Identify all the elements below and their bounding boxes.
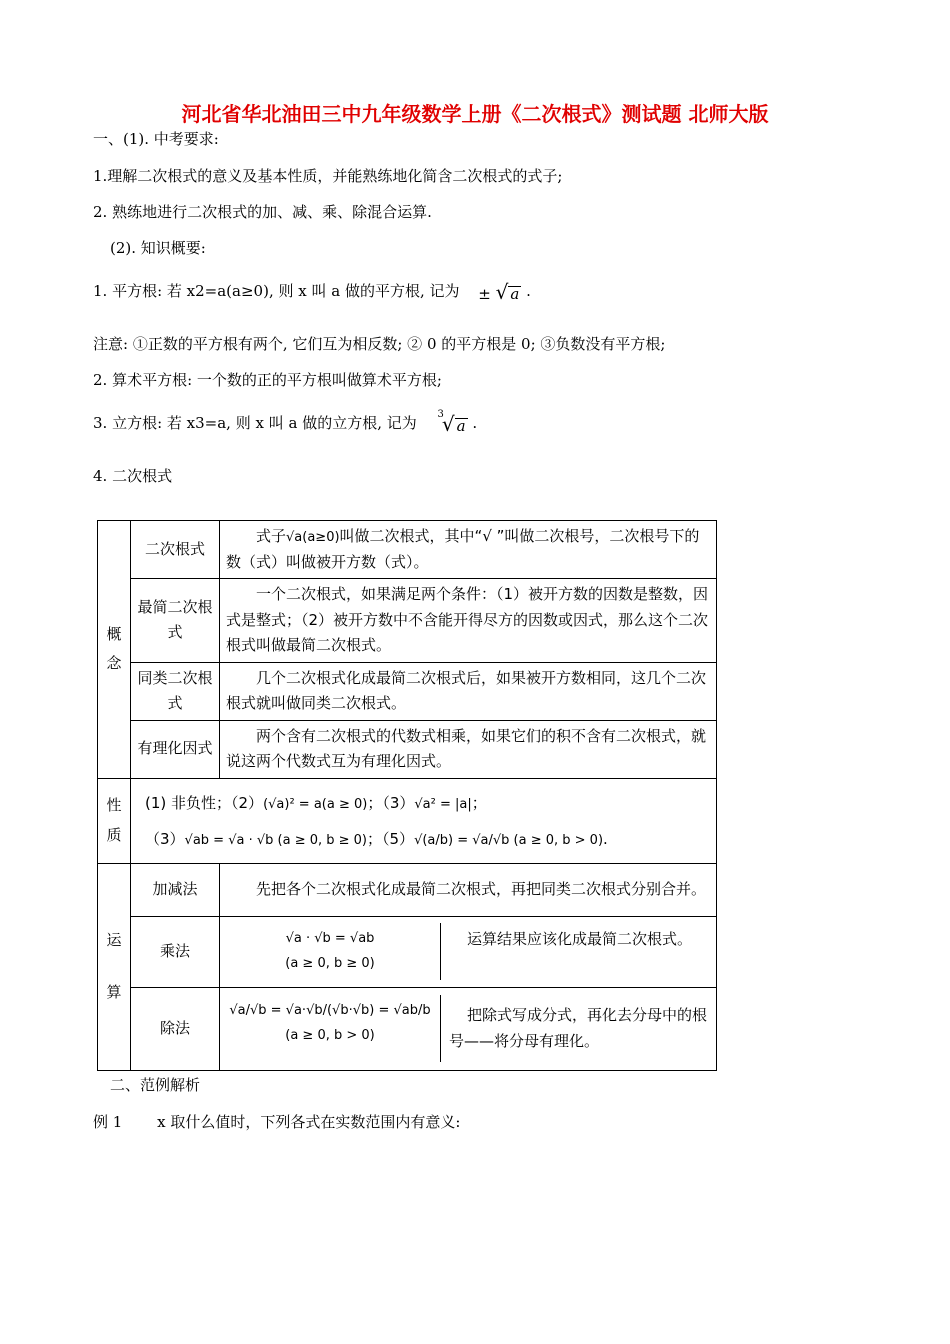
- desc-text: 叫做二次根式，其中“√ ”叫做二次根号，二次根号下的数（式）叫做被开方数（式）。: [226, 527, 700, 571]
- category-concept: 概 念: [98, 521, 131, 779]
- operation-name: 加减法: [131, 863, 220, 916]
- cube-radicand: a: [456, 417, 466, 435]
- requirement-2: 2. 熟练地进行二次根式的加、减、乘、除混合运算.: [93, 203, 432, 221]
- sqrt-symbol: √ a: [495, 280, 520, 304]
- table-row: [98, 521, 717, 579]
- div-formula-box: [220, 995, 441, 1062]
- item-arithmetic-root: 2. 算术平方根: 一个数的正的平方根叫做算术平方根;: [93, 371, 442, 389]
- property-text: (1) 非负性；（2）: [145, 793, 264, 812]
- summary-table: [97, 520, 717, 1071]
- page-title: 河北省华北油田三中九年级数学上册《二次根式》测试题 北师大版: [181, 102, 769, 126]
- table-row: [98, 720, 717, 778]
- mul-condition: (a ≥ 0, b ≥ 0): [285, 955, 375, 971]
- property-text: ；（5）: [367, 829, 415, 848]
- overview-heading: (2). 知识概要:: [110, 239, 206, 257]
- concept-name: 有理化因式: [131, 720, 220, 778]
- item-square-root-end: .: [526, 282, 531, 300]
- operation-detail: [220, 916, 717, 987]
- table-row: [98, 778, 717, 863]
- property-text: ；（3）: [367, 793, 415, 812]
- property-formula: √(a/b) = √a/√b (a ≥ 0, b > 0): [414, 832, 604, 848]
- div-formula: √a/√b = √a·√b/(√b·√b) = √ab/b: [229, 1003, 431, 1018]
- item-square-root: [93, 280, 531, 302]
- sqrt-a-formula: √a(a≥0): [286, 530, 340, 545]
- concept-name: 同类二次根式: [131, 662, 220, 720]
- section1-heading: 一、(1). 中考要求:: [93, 130, 219, 148]
- property-text: ；: [471, 793, 487, 812]
- table-row: [98, 987, 717, 1070]
- table-row: [98, 863, 717, 916]
- concept-name: 最简二次根式: [131, 579, 220, 663]
- category-property: 性 质: [98, 778, 131, 863]
- div-condition: (a ≥ 0, b > 0): [285, 1027, 375, 1043]
- concept-name: 二次根式: [131, 521, 220, 579]
- section2-heading: 二、范例解析: [110, 1076, 201, 1094]
- operation-desc: 先把各个二次根式化成最简二次根式，再把同类二次根式分别合并。: [220, 863, 717, 916]
- mul-formula-box: [220, 923, 441, 980]
- concept-desc: 几个二次根式化成最简二次根式后，如果被开方数相同，这几个二次根式就叫做同类二次根式。: [220, 662, 717, 720]
- div-note: 把除式写成分式，再化去分母中的根号——将分母有理化。: [449, 1006, 708, 1050]
- property-formula: (√a)² = a(a ≥ 0): [263, 796, 368, 812]
- requirement-1: 1.理解二次根式的意义及基本性质，并能熟练地化简含二次根式的式子;: [93, 167, 563, 185]
- mul-formula: √a · √b = √ab: [285, 930, 375, 946]
- operation-name: 乘法: [131, 916, 220, 987]
- item-cube-root: [93, 409, 478, 436]
- property-text: .: [603, 829, 608, 848]
- example-1: [93, 1111, 460, 1132]
- table-row: [98, 579, 717, 663]
- property-formula: √ab = √a · √b (a ≥ 0, b ≥ 0): [184, 832, 368, 848]
- table-row: [98, 916, 717, 987]
- property-line-2: [145, 821, 710, 857]
- item-cube-root-text: 3. 立方根: 若 x3=a, 则 x 叫 a 做的立方根, 记为: [93, 414, 417, 432]
- item-square-root-text: 1. 平方根: 若 x2=a(a≥0), 则 x 叫 a 做的平方根, 记为: [93, 282, 460, 300]
- table-row: [98, 662, 717, 720]
- property-formula: √a² = |a|: [414, 796, 472, 812]
- mul-note: 运算结果应该化成最简二次根式。: [467, 929, 693, 948]
- item-quadratic-radical: 4. 二次根式: [93, 467, 173, 485]
- property-text: （3）: [145, 829, 185, 848]
- radicand: a: [510, 285, 520, 303]
- property-line-1: [145, 785, 710, 821]
- cube-root-index: 3: [437, 409, 444, 420]
- operation-detail: [220, 987, 717, 1070]
- cube-root-formula: $^3$ √ a: [437, 409, 466, 436]
- property-desc: [131, 778, 717, 863]
- concept-desc: 一个二次根式，如果满足两个条件：（1）被开方数的因数是整数，因式是整式；（2）被开方数中不含能开得尽方的因数或因式，那么这个二次根式叫做最简二次根式。: [220, 579, 717, 663]
- item-cube-root-end: .: [472, 414, 478, 432]
- concept-desc: 两个含有二次根式的代数式相乘，如果它们的积不含有二次根式，就说这两个代数式互为有理化因式。: [220, 720, 717, 778]
- desc-text: 式子: [256, 527, 287, 545]
- note-square-root: 注意: ①正数的平方根有两个, 它们互为相反数; ② 0 的平方根是 0; ③负数没有平方根;: [93, 335, 666, 353]
- concept-desc: [220, 521, 717, 579]
- example-1-text: x 取什么值时，下列各式在实数范围内有意义:: [157, 1113, 461, 1131]
- plus-minus-sqrt-formula: [478, 282, 521, 302]
- example-1-label: 例 1: [93, 1113, 123, 1131]
- category-operation: 运 算: [98, 863, 131, 1070]
- operation-name: 除法: [131, 987, 220, 1070]
- plus-minus-sign: ±: [478, 285, 491, 303]
